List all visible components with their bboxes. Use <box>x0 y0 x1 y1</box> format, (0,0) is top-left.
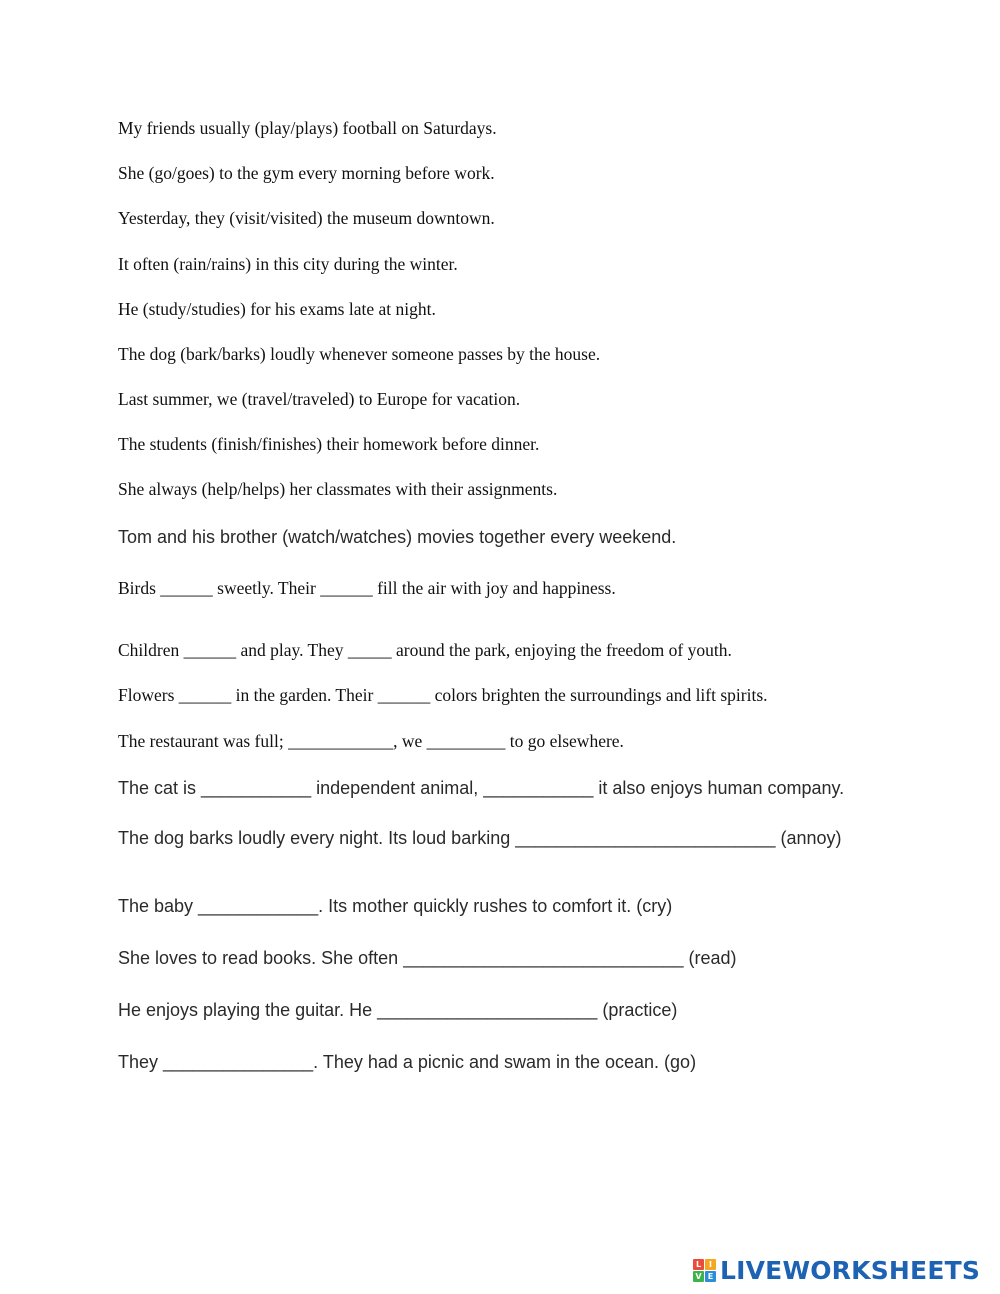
logo-icon-letter-l: L <box>693 1259 704 1270</box>
exercise-14: The restaurant was full; ____________, we _________ to go elsewhere. <box>118 731 624 751</box>
exercise-18: She loves to read books. She often ____________________________ (read) <box>118 948 737 968</box>
logo-icon-letter-e: E <box>705 1271 716 1282</box>
exercise-19: He enjoys playing the guitar. He ______________________ (practice) <box>118 1000 678 1020</box>
exercise-20: They _______________. They had a picnic and swam in the ocean. (go) <box>118 1052 697 1072</box>
exercise-4: It often (rain/rains) in this city during the winter. <box>118 254 458 274</box>
liveworksheets-logo[interactable] <box>693 1254 980 1286</box>
exercise-7: Last summer, we (travel/traveled) to Europe for vacation. <box>118 389 521 409</box>
exercise-2: She (go/goes) to the gym every morning before work. <box>118 163 495 183</box>
exercise-9: She always (help/helps) her classmates with their assignments. <box>118 479 558 499</box>
exercise-13: Flowers ______ in the garden. Their ______ colors brighten the surroundings and lift spirits. <box>118 685 768 705</box>
exercise-5: He (study/studies) for his exams late at night. <box>118 299 436 319</box>
logo-icon-letter-i: I <box>705 1259 716 1270</box>
exercise-10: Tom and his brother (watch/watches) movies together every weekend. <box>118 527 677 547</box>
exercise-11: Birds ______ sweetly. Their ______ fill the air with joy and happiness. <box>118 578 616 598</box>
logo-icon-letter-v: V <box>693 1271 704 1282</box>
exercise-8: The students (finish/finishes) their homework before dinner. <box>118 434 540 454</box>
exercise-3: Yesterday, they (visit/visited) the museum downtown. <box>118 208 495 228</box>
liveworksheets-logo-icon <box>693 1259 716 1282</box>
exercise-6: The dog (bark/barks) loudly whenever someone passes by the house. <box>118 344 601 364</box>
exercise-12: Children ______ and play. They _____ around the park, enjoying the freedom of youth. <box>118 640 732 660</box>
exercise-17: The baby ____________. Its mother quickly rushes to comfort it. (cry) <box>118 896 673 916</box>
exercise-1: My friends usually (play/plays) football on Saturdays. <box>118 118 497 138</box>
liveworksheets-logo-text: LIVEWORKSHEETS <box>720 1255 981 1285</box>
exercise-15: The cat is ___________ independent animal, ___________ it also enjoys human company. <box>118 778 845 798</box>
exercise-16: The dog barks loudly every night. Its loud barking __________________________ (annoy) <box>118 828 842 848</box>
